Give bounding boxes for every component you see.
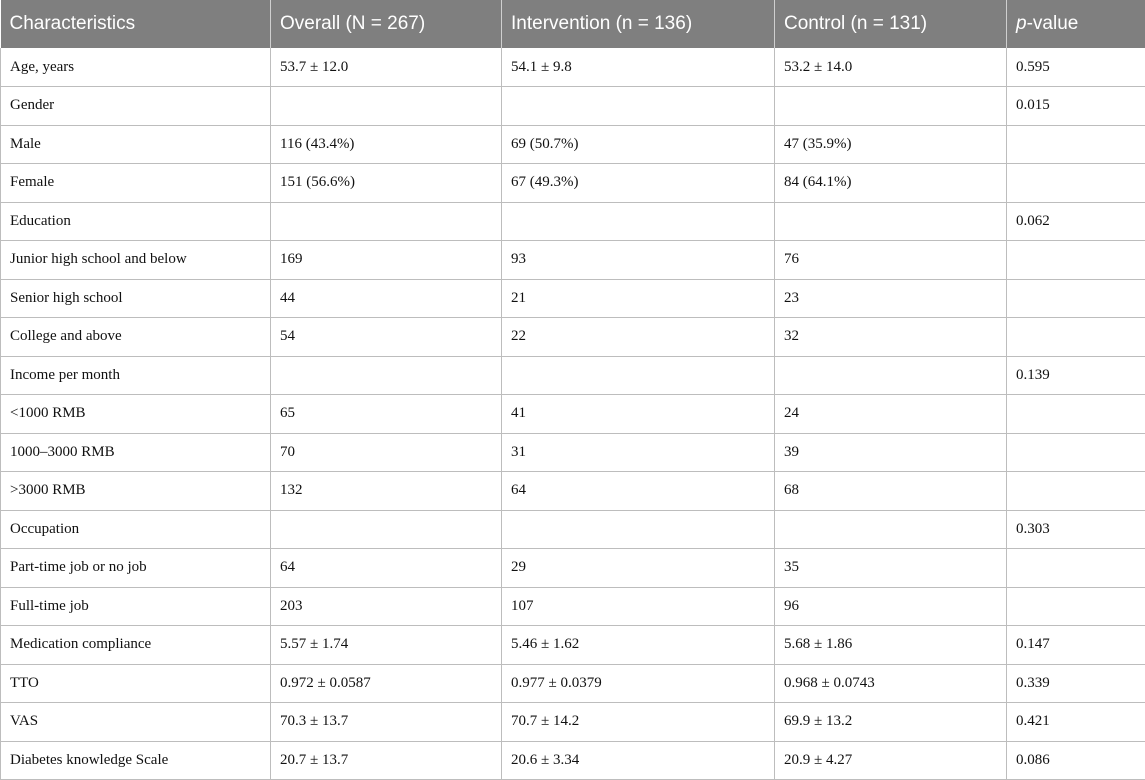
control-cell bbox=[775, 202, 1007, 241]
p-value-cell: 0.303 bbox=[1007, 510, 1145, 549]
control-cell: 39 bbox=[775, 433, 1007, 472]
table-header bbox=[1, 0, 1145, 48]
intervention-cell: 0.977 ± 0.0379 bbox=[502, 664, 775, 703]
overall-cell: 64 bbox=[271, 549, 502, 588]
p-value-cell bbox=[1007, 241, 1145, 280]
control-cell bbox=[775, 510, 1007, 549]
intervention-cell: 64 bbox=[502, 472, 775, 511]
header-intervention: Intervention (n = 136) bbox=[502, 0, 775, 48]
characteristic-cell: Junior high school and below bbox=[1, 241, 271, 280]
control-cell: 24 bbox=[775, 395, 1007, 434]
characteristic-cell: Medication compliance bbox=[1, 626, 271, 665]
table-row bbox=[1, 395, 1145, 434]
p-value-cell bbox=[1007, 395, 1145, 434]
p-value-cell: 0.147 bbox=[1007, 626, 1145, 665]
header-p-italic: p bbox=[1016, 13, 1027, 34]
intervention-cell: 107 bbox=[502, 587, 775, 626]
p-value-cell bbox=[1007, 433, 1145, 472]
control-cell: 35 bbox=[775, 549, 1007, 588]
control-cell: 69.9 ± 13.2 bbox=[775, 703, 1007, 742]
header-p-rest: -value bbox=[1026, 13, 1079, 34]
table-row bbox=[1, 626, 1145, 665]
table-row bbox=[1, 472, 1145, 511]
overall-cell: 132 bbox=[271, 472, 502, 511]
characteristic-cell: Part-time job or no job bbox=[1, 549, 271, 588]
table-row bbox=[1, 587, 1145, 626]
p-value-cell bbox=[1007, 472, 1145, 511]
intervention-cell: 54.1 ± 9.8 bbox=[502, 48, 775, 87]
control-cell: 84 (64.1%) bbox=[775, 164, 1007, 203]
overall-cell: 203 bbox=[271, 587, 502, 626]
table-row bbox=[1, 125, 1145, 164]
overall-cell: 151 (56.6%) bbox=[271, 164, 502, 203]
characteristic-cell: Gender bbox=[1, 87, 271, 126]
p-value-cell: 0.139 bbox=[1007, 356, 1145, 395]
overall-cell bbox=[271, 87, 502, 126]
intervention-cell: 20.6 ± 3.34 bbox=[502, 741, 775, 780]
table-row bbox=[1, 87, 1145, 126]
table-row bbox=[1, 202, 1145, 241]
p-value-cell bbox=[1007, 279, 1145, 318]
table-row bbox=[1, 279, 1145, 318]
intervention-cell: 22 bbox=[502, 318, 775, 357]
table-row bbox=[1, 241, 1145, 280]
overall-cell: 70.3 ± 13.7 bbox=[271, 703, 502, 742]
overall-cell bbox=[271, 510, 502, 549]
characteristic-cell: Female bbox=[1, 164, 271, 203]
intervention-cell: 93 bbox=[502, 241, 775, 280]
control-cell: 20.9 ± 4.27 bbox=[775, 741, 1007, 780]
intervention-cell: 31 bbox=[502, 433, 775, 472]
overall-cell bbox=[271, 202, 502, 241]
intervention-cell: 5.46 ± 1.62 bbox=[502, 626, 775, 665]
characteristic-cell: Male bbox=[1, 125, 271, 164]
p-value-cell bbox=[1007, 125, 1145, 164]
table-row bbox=[1, 48, 1145, 87]
intervention-cell: 67 (49.3%) bbox=[502, 164, 775, 203]
intervention-cell bbox=[502, 202, 775, 241]
control-cell bbox=[775, 356, 1007, 395]
control-cell: 96 bbox=[775, 587, 1007, 626]
intervention-cell: 29 bbox=[502, 549, 775, 588]
characteristic-cell: >3000 RMB bbox=[1, 472, 271, 511]
overall-cell: 0.972 ± 0.0587 bbox=[271, 664, 502, 703]
header-p-value bbox=[1007, 0, 1145, 48]
characteristic-cell: Diabetes knowledge Scale bbox=[1, 741, 271, 780]
characteristic-cell: College and above bbox=[1, 318, 271, 357]
characteristic-cell: Age, years bbox=[1, 48, 271, 87]
p-value-cell: 0.086 bbox=[1007, 741, 1145, 780]
table-row bbox=[1, 318, 1145, 357]
p-value-cell: 0.339 bbox=[1007, 664, 1145, 703]
p-value-cell: 0.421 bbox=[1007, 703, 1145, 742]
table-row bbox=[1, 703, 1145, 742]
header-control: Control (n = 131) bbox=[775, 0, 1007, 48]
overall-cell: 20.7 ± 13.7 bbox=[271, 741, 502, 780]
control-cell: 5.68 ± 1.86 bbox=[775, 626, 1007, 665]
p-value-cell bbox=[1007, 164, 1145, 203]
table-row bbox=[1, 356, 1145, 395]
overall-cell: 70 bbox=[271, 433, 502, 472]
control-cell: 53.2 ± 14.0 bbox=[775, 48, 1007, 87]
overall-cell: 44 bbox=[271, 279, 502, 318]
overall-cell: 65 bbox=[271, 395, 502, 434]
p-value-cell: 0.015 bbox=[1007, 87, 1145, 126]
overall-cell: 116 (43.4%) bbox=[271, 125, 502, 164]
control-cell: 47 (35.9%) bbox=[775, 125, 1007, 164]
p-value-cell: 0.062 bbox=[1007, 202, 1145, 241]
characteristic-cell: Full-time job bbox=[1, 587, 271, 626]
p-value-cell: 0.595 bbox=[1007, 48, 1145, 87]
intervention-cell: 21 bbox=[502, 279, 775, 318]
p-value-cell bbox=[1007, 318, 1145, 357]
overall-cell: 5.57 ± 1.74 bbox=[271, 626, 502, 665]
characteristic-cell: Senior high school bbox=[1, 279, 271, 318]
table-row bbox=[1, 510, 1145, 549]
control-cell: 0.968 ± 0.0743 bbox=[775, 664, 1007, 703]
header-characteristics: Characteristics bbox=[1, 0, 271, 48]
characteristic-cell: TTO bbox=[1, 664, 271, 703]
p-value-cell bbox=[1007, 587, 1145, 626]
control-cell: 76 bbox=[775, 241, 1007, 280]
characteristic-cell: <1000 RMB bbox=[1, 395, 271, 434]
control-cell: 68 bbox=[775, 472, 1007, 511]
table-row bbox=[1, 433, 1145, 472]
characteristic-cell: Income per month bbox=[1, 356, 271, 395]
characteristic-cell: 1000–3000 RMB bbox=[1, 433, 271, 472]
intervention-cell: 41 bbox=[502, 395, 775, 434]
control-cell bbox=[775, 87, 1007, 126]
overall-cell: 169 bbox=[271, 241, 502, 280]
intervention-cell: 70.7 ± 14.2 bbox=[502, 703, 775, 742]
table-row bbox=[1, 664, 1145, 703]
characteristic-cell: Education bbox=[1, 202, 271, 241]
header-overall: Overall (N = 267) bbox=[271, 0, 502, 48]
characteristic-cell: VAS bbox=[1, 703, 271, 742]
table-body bbox=[1, 48, 1145, 780]
control-cell: 32 bbox=[775, 318, 1007, 357]
header-row bbox=[1, 0, 1145, 48]
characteristic-cell: Occupation bbox=[1, 510, 271, 549]
p-value-cell bbox=[1007, 549, 1145, 588]
intervention-cell bbox=[502, 87, 775, 126]
overall-cell: 54 bbox=[271, 318, 502, 357]
table-row bbox=[1, 741, 1145, 780]
table-row bbox=[1, 164, 1145, 203]
intervention-cell: 69 (50.7%) bbox=[502, 125, 775, 164]
table-row bbox=[1, 549, 1145, 588]
intervention-cell bbox=[502, 510, 775, 549]
overall-cell bbox=[271, 356, 502, 395]
intervention-cell bbox=[502, 356, 775, 395]
overall-cell: 53.7 ± 12.0 bbox=[271, 48, 502, 87]
control-cell: 23 bbox=[775, 279, 1007, 318]
